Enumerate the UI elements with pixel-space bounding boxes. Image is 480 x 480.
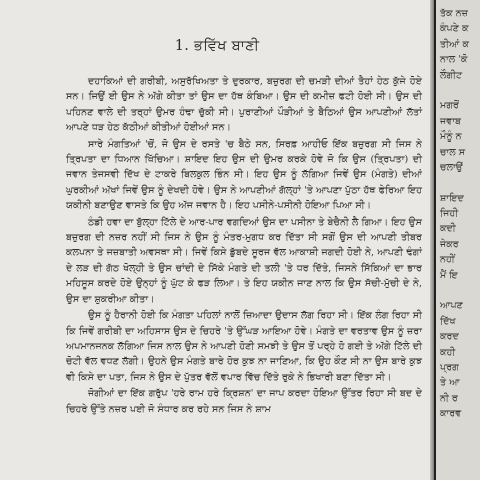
right-page-line: ਜਵਾਬ: [440, 115, 462, 127]
right-page-line: ਚਾਲ ਸ: [440, 146, 466, 158]
paragraph-4: ਉਸ ਨੂੰ ਹੈਰਾਨੀ ਹੋਈ ਕਿ ਮੰਗਤਾ ਪਹਿਲਾਂ ਨਾਲੋਂ ਜ਼ਿਆਦਾ ਉਦਾਸ ਲੱਗ ਰਿਹਾ ਸੀ। ਇੱਕ ਲੰਗ ਰਿਹਾ ਸੀ ਕਿ ਜਿਵੇਂ ਗਰੀਬੀ ਦਾ ਅਹਿਸਾਸ ਉਸ ਦੇ ਚਿਹਰੇ 'ਤੇ ਉੱਘੜ ਆਇਆ ਹੋਵੇ। ਮੰਗਤੇ ਦਾ ਵਰਤਾਵ ਉਸ ਨੂੰ ਜ਼ਰਾ ਅਪਮਾਨਜਨਕ ਲੱਗਿਆ ਜਿਸ ਨਾਲ ਉਸ ਨੇ ਆਪਣੀ ਹੋਣੀ ਸਮਝੀ ਤੇ ਉਸ ਤੋਂ ਪਰ੍ਹੇ ਹੋ ਗਈ ਤੇ ਅੱਗੇ ਟਿੱਲੇ ਦੀ ਚੋਟੀ ਵੱਲ ਵਧਣ ਲੱਗੀ। ਉਹਨੇ ਉਸ ਮੰਗਤੇ ਬਾਰੇ ਹੋਰ ਕੁਝ ਨਾ ਜਾਣਿਆ, ਕਿ ਉਹ ਕੌਣ ਸੀ ਨਾ ਉਸ ਬਾਰੇ ਕੁਝ ਵੀ ਕਿਸੇ ਦਾ ਪਤਾ, ਜਿਸ ਨੇ ਉਸ ਦੇ ਪੁੱਤਰ ਵੱਲੋਂ ਵਪਾਰ ਵਿੱਚ ਦਿੱਤੇ ਰੁਕੇ ਨੇ ਭਿਖਾਰੀ ਬਣਾ ਦਿੱਤਾ ਸੀ।: [66, 310, 422, 383]
body-text: [66, 74, 422, 418]
right-page-line: ਆਪਣ: [440, 300, 463, 312]
right-page-line: ਜਿਹੀ: [440, 208, 459, 220]
right-page-line: ਕਰਦ: [440, 331, 459, 343]
right-page-text: [440, 6, 480, 422]
paragraph-2: ਸਾਰੇ ਮੰਗਤਿਆਂ 'ਚੋਂ, ਜੋ ਉਸ ਦੇ ਰਸਤੇ 'ਚ ਬੈਠੇ ਸਨ, ਸਿਰਫ਼ ਆਹੀਓ ਇੱਕ ਬਜ਼ੁਰਗ ਸੀ ਜਿਸ ਨੇ ਤ੍ਰਿਪਤਾ ਦਾ ਧਿਆਨ ਖਿੱਚਿਆ। ਸ਼ਾਇਦ ਇਹ ਉਸ ਦੀ ਉਮਰ ਕਰਕੇ ਹੋਵੇ ਜੋ ਕਿ ਉਸ (ਤ੍ਰਿਪਤਾ) ਦੀ ਜਵਾਨ ਤੇਜਸਵੀ ਦਿੱਖ ਦੇ ਟਾਕਰੇ ਬਿਲਕੁਲ ਭਿੰਨ ਸੀ। ਇਹ ਉਸ ਨੂੰ ਲੱਗਿਆ ਜਿਵੇਂ ਉਸ (ਮੰਗਤੇ) ਦੀਆਂ ਘੁਰਕੀਆਂ ਅੱਖਾਂ ਜਿਵੇਂ ਉਸ ਨੂੰ ਦੇਖਦੀ ਹੋਵੇ। ਉਸ ਨੇ ਆਪਣੀਆਂ ਗੱਲ੍ਹਾਂ 'ਤੇ ਆਪਣਾ ਪੁੱਠਾ ਹੱਥ ਫੇਰਿਆ ਇਹ ਯਕੀਨੀ ਬਣਾਉਣ ਵਾਸਤੇ ਕਿ ਉਹ ਅੱਜ ਜਵਾਨ ਹੈ। ਇਹ ਪਸੀਨੇ-ਪਸੀਨੀ ਹੋਇਆ ਪਿਆ ਸੀ।: [66, 138, 422, 212]
right-page-line: ਨਹੀਂ: [440, 254, 455, 266]
right-page-line: ਪ੍ਰਗ: [440, 361, 459, 373]
right-page-line: ਤੀਆਂ ਕ: [440, 38, 470, 50]
right-page-line: ਕਦੀ: [440, 223, 456, 235]
right-page-line: [440, 83, 480, 98]
right-page-line: [440, 283, 480, 298]
right-page-line: ਤੇ ਆ: [440, 377, 460, 389]
right-page-line: ਦਿੱਖ: [440, 315, 456, 327]
right-page-line: ਚਲਾਉਂ: [440, 161, 463, 173]
right-page-line: ਮੈਂ ਇ: [440, 269, 458, 281]
right-page-line: ਕਾਰਵ: [440, 408, 462, 420]
right-page-line: ਮੌਨੂੰ ਨ: [440, 131, 462, 143]
right-page-line: ਮਗਰੋਂ: [440, 100, 459, 112]
right-page-line: ਲੌਗੀਟ: [440, 69, 463, 81]
chapter-title: 1. ਭਵਿੱਖ ਬਾਣੀ: [174, 38, 260, 54]
right-page: [436, 0, 480, 480]
paragraph-5: ਜੋਗੀਆਂ ਦਾ ਇੱਕ ਗਰੁੱਪ 'ਹਰੇ ਰਾਮ ਹਰੇ ਕ੍ਰਿਸ਼ਨ' ਦਾ ਜਾਪ ਕਰਦਾ ਹੋਇਆ ਉੱਤਰ ਰਿਹਾ ਸੀ ਬਦ ਦੇ ਚਿਹਰੇ ਉੱਤੇ ਨਜ਼ਰ ਪਈ ਜੋ ਸੰਧਾਰ ਕਰ ਰਹੇ ਸਨ ਜਿਸ ਨੇ ਸ਼ਾਮ: [66, 388, 422, 415]
right-page-line: ਤੱਕ ਨਜ਼: [440, 8, 468, 19]
right-page-line: ਨੀ ਰ: [440, 392, 458, 404]
right-page-line: ਨਾਲ 'ਕੋ: [440, 54, 468, 66]
paragraph-3: ਠੰਡੀ ਹਵਾ ਦਾ ਬੁੱਲ੍ਹਾ ਟਿੱਲੇ ਦੇ ਆਰ-ਪਾਰ ਵਗਦਿਆਂ ਉਸ ਦਾ ਪਸੀਨਾ ਤੇ ਬੇਚੈਨੀ ਲੈ ਗਿਆ। ਇਹ ਉਸ ਬਜ਼ੁਰਗ ਦੀ ਨਜ਼ਰ ਨਹੀਂ ਸੀ ਜਿਸ ਨੇ ਉਸ ਨੂੰ ਮੰਤਰ-ਮੁਗਧ ਕਰ ਦਿੱਤਾ ਸੀ ਸਗੋਂ ਉਸ ਦੀ ਆਪਣੀ ਤੀਬਰ ਕਲਪਨਾ ਤੇ ਜਜ਼ਬਾਤੀ ਅਵਸਥਾ ਸੀ। ਜਿਵੇਂ ਕਿਸੇ ਡੁੱਬਦੇ ਸੂਰਜ ਵੱਲ ਆਕਾਸ਼ੀ ਜਗਦੀ ਹੋਈ ਨੇ, ਆਪਣੀ ਢੰਗਾਂ ਦੇ ਲੜ ਦੀ ਗੱਠ ਖੋਲ੍ਹੀ ਤੇ ਉਸ ਚਾਂਦੀ ਦੇ ਸਿੱਕੇ ਮੰਗਤੇ ਦੀ ਤਲੀ 'ਤੇ ਧਰ ਦਿੱਤੇ, ਜਿਸਨੇ ਸਿੱਕਿਆਂ ਦਾ ਭਾਰ ਮਹਿਸੂਸ ਕਰਦੇ ਹੋਏ ਉਨ੍ਹਾਂ ਨੂੰ ਘੁੱਟ ਕੇ ਫੜ ਲਿਆ। ਤੇ ਇਹ ਯਕੀਨ ਜਾਣ ਨਾਲ ਕਿ ਉਸ ਸੱਚੀ-ਮੁੱਚੀ ਦੇ ਨੇ, ਉਸ ਦਾ ਸ਼ੁਕਰੀਆ ਕੀਤਾ।: [66, 216, 422, 305]
paragraph-1: ਦਹਾਕਿਆਂ ਦੀ ਗਰੀਬੀ, ਅਸੁਰੱਖਿਅਤਾ ਤੇ ਦੁਰਕਾਰ, ਬਜ਼ੁਰਗ ਦੀ ਚਮੜੀ ਦੀਆਂ ਤੈਹਾਂ ਹੇਠ ਕੁੱਜੇ ਹੋਏ ਸਨ। ਜਿਉਂ ਈ ਉਸ ਨੇ ਅੱਗੇ ਕੀਤਾ ਤਾਂ ਉਸ ਦਾ ਹੱਥ ਕੰਬਿਆ। ਉਸ ਦੀ ਕਮੀਜ਼ ਫਟੀ ਹੋਈ ਸੀ। ਉਸ ਦੀ ਪਹਿਨਣ ਵਾਲੇ ਦੀ ਤਰ੍ਹਾਂ ਉਮਰ ਹੰਢਾ ਚੁੱਕੀ ਸੀ। ਪੁਰਾਣੀਆਂ ਪੌੜੀਆਂ ਤੇ ਬੈਠਿਆਂ ਉਸ ਆਪਣੀਆਂ ਲੱਤਾਂ ਆਪਣੇ ਧੜ ਹੇਠ ਕੱਠੀਆਂ ਕੀਤੀਆਂ ਹੋਈਆਂ ਸਨ।: [66, 76, 422, 134]
right-page-line: [440, 175, 480, 190]
right-page-line: ਸ਼ਾਇਦ: [440, 192, 464, 204]
right-page-line: ਕੰਪਣੇ ਕ: [440, 23, 469, 35]
right-page-line: ਕਹੀ: [440, 346, 456, 358]
right-page-line: ਜੇਕਰ: [440, 238, 459, 250]
